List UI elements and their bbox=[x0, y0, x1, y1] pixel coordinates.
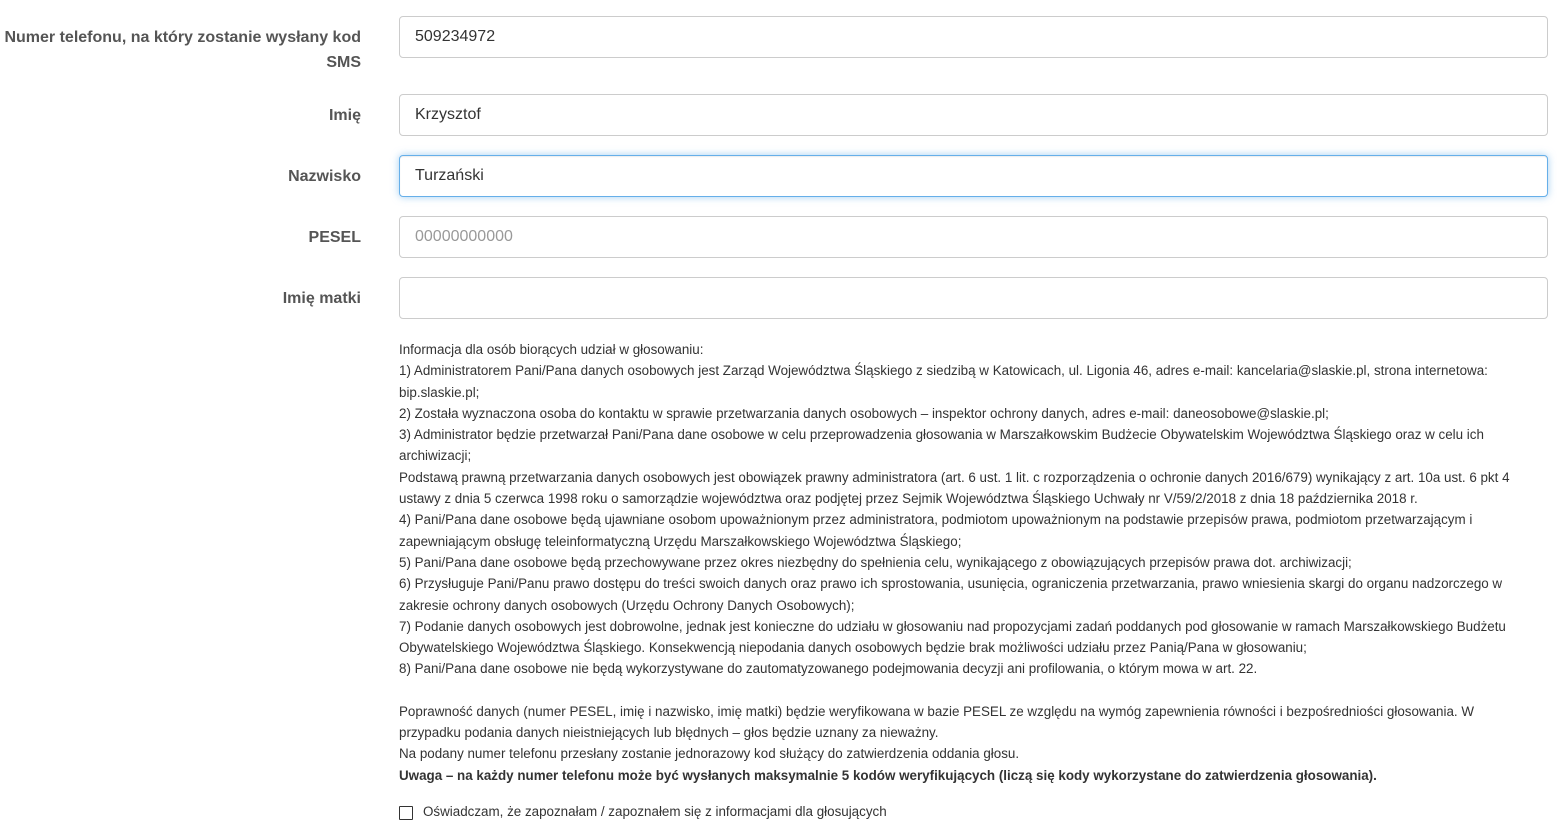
sms-note: Na podany numer telefonu przesłany zostanie jednorazowy kod służący do zatwierdzenia oddania głosu. bbox=[399, 746, 1020, 762]
info-heading: Informacja dla osób biorących udział w głosowaniu: bbox=[399, 342, 704, 357]
info-item: 6) Przysługuje Pani/Panu prawo dostępu do treści swoich danych oraz prawo ich sprostowania, usunięcia, ograniczenia przetwarzania, prawo wniesienia skargi do organu nadzorczego w zakresie ochrony danych osobowych (Urzędu Ochrony Danych Osobowych); bbox=[399, 576, 1503, 613]
pesel-input[interactable] bbox=[399, 216, 1548, 258]
pesel-label: PESEL bbox=[308, 229, 361, 246]
phone-label: Numer telefonu, na który zostanie wysłany kod SMS bbox=[4, 29, 361, 71]
mother-name-input[interactable] bbox=[399, 277, 1548, 319]
info-item: 1) Administratorem Pani/Pana danych osobowych jest Zarząd Województwa Śląskiego z siedzibą w Katowicach, ul. Ligonia 46, adres e-mail: kancelaria@slaskie.pl, strona internetowa: bip.slaskie.pl; bbox=[399, 363, 1488, 400]
info-item: 5) Pani/Pana dane osobowe będą przechowywane przez okres niezbędny do spełnienia celu, wynikającego z obowiązujących przepisów prawa dot. archiwizacji; bbox=[399, 554, 1352, 570]
consent-checkbox[interactable] bbox=[399, 806, 413, 820]
consent-label[interactable]: Oświadczam, że zapoznałam / zapoznałem się z informacjami dla głosujących bbox=[423, 803, 887, 819]
consent-row[interactable] bbox=[399, 800, 887, 822]
info-item: 2) Została wyznaczona osoba do kontaktu w sprawie przetwarzania danych osobowych – inspektor ochrony danych, adres e-mail: daneosobowe@slaskie.pl; bbox=[399, 405, 1329, 421]
info-item: 7) Podanie danych osobowych jest dobrowolne, jednak jest konieczne do udziału w głosowaniu nad propozycjami zadań poddanych pod głosowanie w ramach Marszałkowskiego Budżetu Obywatelskiego Województwa Śląskiego. Konsekwencją niepodania danych osobowych będzie brak możliwości udziału przez Panią/Pana w głosowaniu; bbox=[399, 618, 1506, 656]
info-item: Podstawą prawną przetwarzania danych osobowych jest obowiązek prawny administratora (art. 6 ust. 1 lit. c rozporządzenia o ochronie danych 2016/679) wynikający z art. 10a ust. 6 pkt 4 ustawy z dnia 5 czerwca 1998 roku o samorządzie województwa oraz podjętej przez Sejmik Województwa Śląskiego Uchwały nr V/59/2/2018 z dnia 18 października 2018 r. bbox=[399, 469, 1510, 507]
info-item: 4) Pani/Pana dane osobowe będą ujawniane osobom upoważnionym przez administratora, podmiotom upoważnionym na podstawie przepisów prawa, podmiotom przetwarzającym i zapewniającym obsługę teleinformatyczną Urzędu Marszałkowskiego Województwa Śląskiego; bbox=[399, 512, 1473, 549]
mother-name-label: Imię matki bbox=[282, 290, 361, 307]
verification-note: Poprawność danych (numer PESEL, imię i nazwisko, imię matki) będzie weryfikowana w bazie PESEL ze względu na wymóg zapewnienia równości i bezpośredniości głosowania. W przypadku podania danych nieistniejących lub błędnych – głos będzie uznany za nieważny. bbox=[399, 703, 1474, 741]
info-item: 8) Pani/Pana dane osobowe nie będą wykorzystywane do zautomatyzowanego podejmowania decyzji ani profilowania, o którym mowa w art. 22. bbox=[399, 661, 1258, 677]
first-name-input[interactable] bbox=[399, 94, 1548, 136]
first-name-label: Imię bbox=[328, 107, 361, 124]
warning-note: Uwaga – na każdy numer telefonu może być wysłanych maksymalnie 5 kodów weryfikujących (liczą się kody wykorzystane do zatwierdzenia głosowania). bbox=[399, 767, 1377, 783]
info-item: 3) Administrator będzie przetwarzał Pani/Pana dane osobowe w celu przeprowadzenia głosowania w Marszałkowskim Budżecie Obywatelskim Województwa Śląskiego oraz w celu ich archiwizacji; bbox=[399, 427, 1484, 464]
last-name-input[interactable] bbox=[399, 155, 1548, 197]
phone-input[interactable] bbox=[399, 16, 1548, 58]
last-name-label: Nazwisko bbox=[288, 168, 361, 185]
gdpr-information bbox=[399, 339, 1539, 786]
